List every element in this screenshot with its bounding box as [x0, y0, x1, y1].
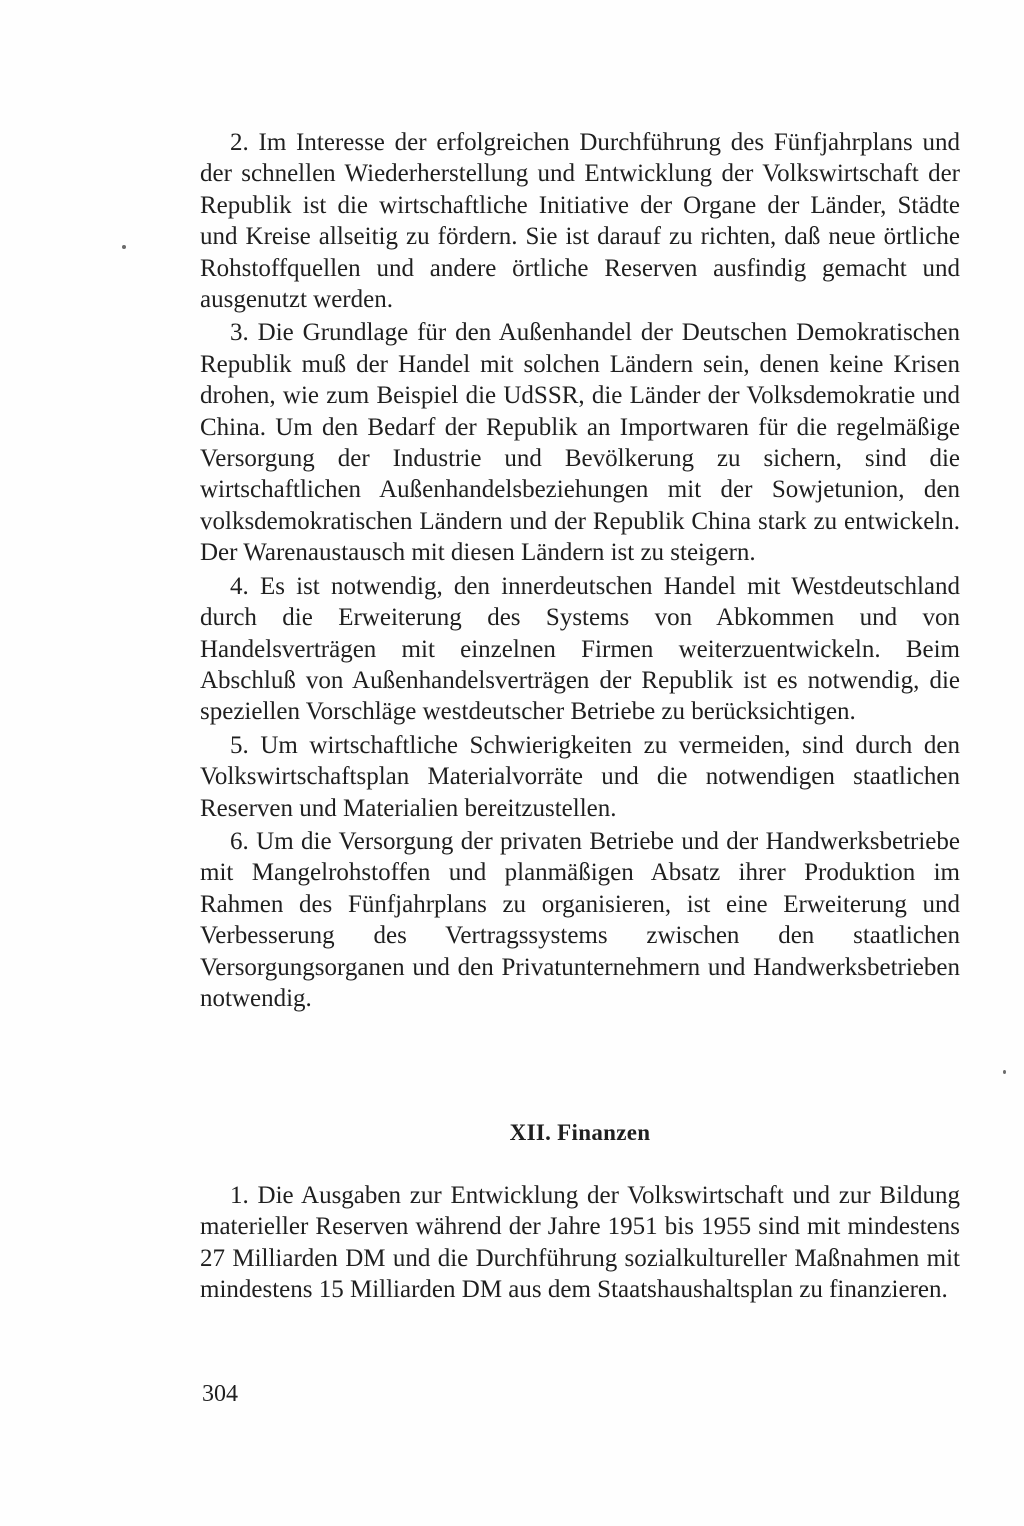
paragraph-5: 5. Um wirtschaftliche Schwierigkeiten zu vermeiden, sind durch den Volkswirtschaftsplan Materialvorräte und die notwendigen staatlichen Reserven und Materialien bereitzustellen. [200, 731, 960, 822]
finance-text [200, 1180, 960, 1306]
paragraph-3: 3. Die Grundlage für den Außenhandel der Deutschen Demokratischen Republik muß der Handel mit solchen Ländern sein, denen keine Krisen drohen, wie zum Beispiel die UdSSR, die Länder der Volksdemokratie und China. Um den Bedarf der Republik an Importwaren für die regelmäßige Versorgung der Industrie und Bevölkerung zu sichern, sind die wirtschaftlichen Außenhandelsbeziehungen mit der Sowjetunion, den volksdemokratischen Ländern und der Republik China stark zu entwickeln. Der Warenaustausch mit diesen Ländern ist zu steigern. [200, 319, 960, 567]
paragraph-6: 6. Um die Versorgung der privaten Betriebe und der Handwerksbetriebe mit Mangelrohstoffen und planmäßigen Absatz ihrer Produktion im Rahmen des Fünfjahrplans zu organisieren, ist eine Erweiterung und Verbesserung des Vertragssystems zwischen den staatlichen Versorgungsorganen und den Privatunternehmern und Handwerksbetrieben notwendig. [200, 827, 960, 1012]
page-number: 304 [202, 1381, 238, 1407]
section-heading: XII. Finanzen [509, 1120, 651, 1145]
print-speck [1003, 1070, 1006, 1074]
paragraph-4: 4. Es ist notwendig, den innerdeutschen Handel mit Westdeutschland durch die Erweiterung des Systems von Abkommen und von Handelsverträgen mit einzelnen Firmen weiterzuentwickeln. Beim Abschluß von Außenhandelsverträgen der Republik ist es notwendig, die speziellen Vorschläge westdeutscher Betriebe zu berücksichtigen. [200, 572, 960, 726]
finance-paragraph-1: 1. Die Ausgaben zur Entwicklung der Volkswirtschaft und zur Bildung materieller Reserven während der Jahre 1951 bis 1955 sind mit mindestens 27 Milliarden DM und die Durchführung sozialkultureller Maßnahmen mit mindestens 15 Milliarden DM aus dem Staatshaushaltsplan zu finanzieren. [200, 1182, 960, 1304]
paragraph-2: 2. Im Interesse der erfolgreichen Durchführung des Fünfjahrplans und der schnellen Wiederherstellung und Entwicklung der Volkswirtschaft der Republik ist die wirtschaftliche Initiative der Organe der Länder, Städte und Kreise allseitig zu fördern. Sie ist darauf zu richten, daß neue örtliche Rohstoffquellen und andere örtliche Reserven ausfindig gemacht und ausgenutzt werden. [200, 129, 960, 314]
main-text [200, 127, 960, 1014]
print-speck [122, 245, 126, 249]
